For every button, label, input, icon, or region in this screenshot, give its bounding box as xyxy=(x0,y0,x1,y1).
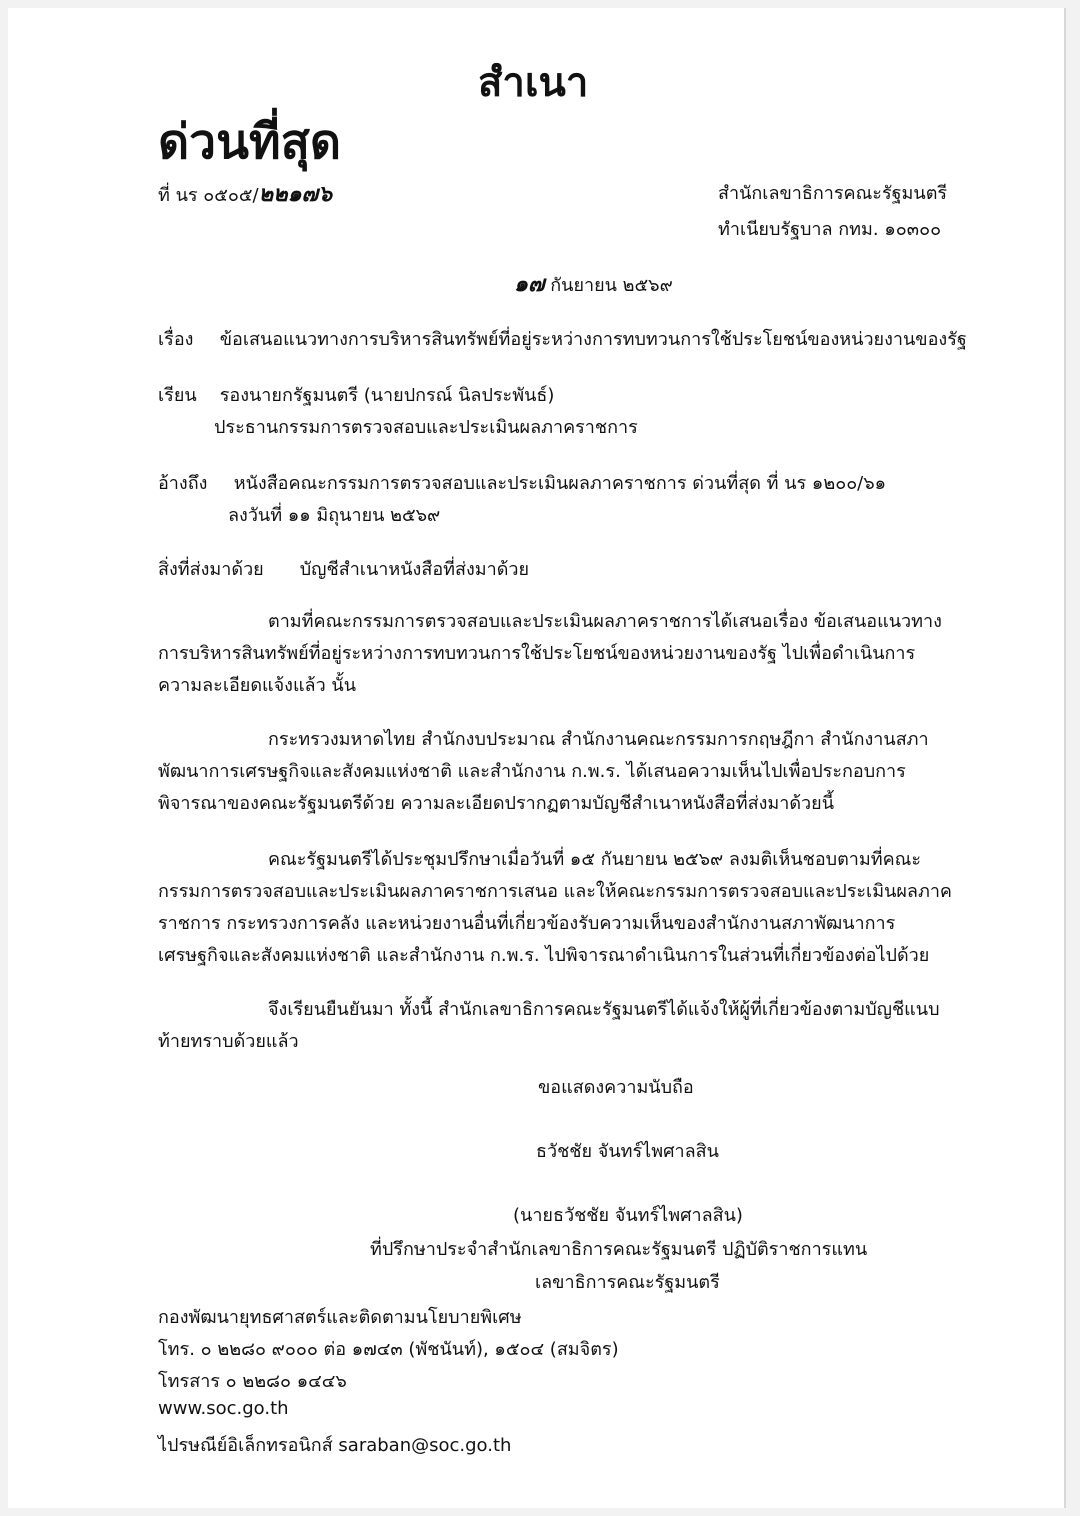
addressee-name: รองนายกรัฐมนตรี (นายปกรณ์ นิลประพันธ์) xyxy=(219,385,555,406)
enclosure-text: บัญชีสำเนาหนังสือที่ส่งมาด้วย xyxy=(299,559,530,580)
footer-website: www.soc.go.th xyxy=(158,1398,289,1419)
reference-number xyxy=(158,176,332,211)
footer-fax: โทรสาร ๐ ๒๒๘๐ ๑๔๔๖ xyxy=(158,1371,347,1392)
signatory-position-2: เลขาธิการคณะรัฐมนตรี xyxy=(535,1272,720,1293)
document-date xyxy=(514,266,673,301)
reference-label: อ้างถึง xyxy=(158,473,208,494)
closing-salutation: ขอแสดงความนับถือ xyxy=(538,1077,694,1098)
signatory-name: (นายธวัชชัย จันทร์ไพศาลสิน) xyxy=(513,1205,743,1226)
date-rest: กันยายน ๒๕๖๙ xyxy=(544,275,673,296)
reference-handwritten: ๒๒๑๗๖ xyxy=(258,182,333,207)
office-line-1: สำนักเลขาธิการคณะรัฐมนตรี xyxy=(718,183,948,204)
subject-line xyxy=(158,324,967,353)
signature: ธวัชชัย จันทร์ไพศาลสิน xyxy=(536,1141,719,1162)
reference-line-1 xyxy=(158,468,886,497)
addressee-label: เรียน xyxy=(158,385,197,406)
body-paragraph-4: จึงเรียนยืนยันมา ทั้งนี้ สำนักเลขาธิการคณะรัฐมนตรีได้แจ้งให้ผู้ที่เกี่ยวข้องตามบัญชีแนบท้ายทราบด้วยแล้ว xyxy=(158,999,940,1052)
body-paragraph-2: กระทรวงมหาดไทย สำนักงบประมาณ สำนักงานคณะกรรมการกฤษฎีกา สำนักงานสภาพัฒนาการเศรษฐกิจและสังคมแห่งชาติ และสำนักงาน ก.พ.ร. ได้เสนอความเห็นไปเพื่อประกอบการพิจารณาของคณะรัฐมนตรีด้วย ความละเอียดปรากฏตามบัญชีสำเนาหนังสือที่ส่งมาด้วยนี้ xyxy=(158,729,929,814)
footer-phone: โทร. ๐ ๒๒๘๐ ๙๐๐๐ ต่อ ๑๗๔๓ (พัชนันท์), ๑๕๐๔ (สมจิตร) xyxy=(158,1339,619,1360)
subject-label: เรื่อง xyxy=(158,329,194,350)
footer-division: กองพัฒนายุทธศาสตร์และติดตามนโยบายพิเศษ xyxy=(158,1307,522,1328)
document-page xyxy=(8,8,1066,1508)
enclosure-line xyxy=(158,554,529,583)
reference-text: หนังสือคณะกรรมการตรวจสอบและประเมินผลภาคราชการ ด่วนที่สุด ที่ นร ๑๒๐๐/๖๑ xyxy=(233,473,887,494)
addressee-line-2: ประธานกรรมการตรวจสอบและประเมินผลภาคราชการ xyxy=(214,417,638,438)
subject-text: ข้อเสนอแนวทางการบริหารสินทรัพย์ที่อยู่ระหว่างการทบทวนการใช้ประโยชน์ของหน่วยงานของรัฐ xyxy=(219,329,967,350)
signatory-position-1: ที่ปรึกษาประจำสำนักเลขาธิการคณะรัฐมนตรี ปฏิบัติราชการแทน xyxy=(370,1239,868,1260)
office-line-2: ทำเนียบรัฐบาล กทม. ๑๐๓๐๐ xyxy=(718,219,942,240)
date-handwritten: ๑๗ xyxy=(514,272,545,297)
addressee-line-1 xyxy=(158,380,554,409)
reference-prefix: ที่ นร ๐๕๐๕/ xyxy=(158,185,259,206)
urgency-heading: ด่วนที่สุด xyxy=(158,114,342,170)
reference-line-2: ลงวันที่ ๑๑ มิถุนายน ๒๕๖๙ xyxy=(228,505,441,526)
office-address xyxy=(718,176,947,248)
footer-email: ไปรษณีย์อิเล็กทรอนิกส์ saraban@soc.go.th xyxy=(158,1435,512,1456)
body-paragraph-3: คณะรัฐมนตรีได้ประชุมปรึกษาเมื่อวันที่ ๑๕ กันยายน ๒๕๖๙ ลงมติเห็นชอบตามที่คณะกรรมการตรวจสอบและประเมินผลภาคราชการเสนอ และให้คณะกรรมการตรวจสอบและประเมินผลภาคราชการ กระทรวงการคลัง และหน่วยงานอื่นที่เกี่ยวข้องรับความเห็นของสำนักงานสภาพัฒนาการเศรษฐกิจและสังคมแห่งชาติ และสำนักงาน ก.พ.ร. ไปพิจารณาดำเนินการในส่วนที่เกี่ยวข้องต่อไปด้วย xyxy=(158,849,952,966)
copy-mark: สำเนา xyxy=(478,60,589,106)
enclosure-label: สิ่งที่ส่งมาด้วย xyxy=(158,559,264,580)
body-paragraph-1: ตามที่คณะกรรมการตรวจสอบและประเมินผลภาคราชการได้เสนอเรื่อง ข้อเสนอแนวทางการบริหารสินทรัพย์ที่อยู่ระหว่างการทบทวนการใช้ประโยชน์ของหน่วยงานของรัฐ ไปเพื่อดำเนินการ ความละเอียดแจ้งแล้ว นั้น xyxy=(158,611,942,696)
